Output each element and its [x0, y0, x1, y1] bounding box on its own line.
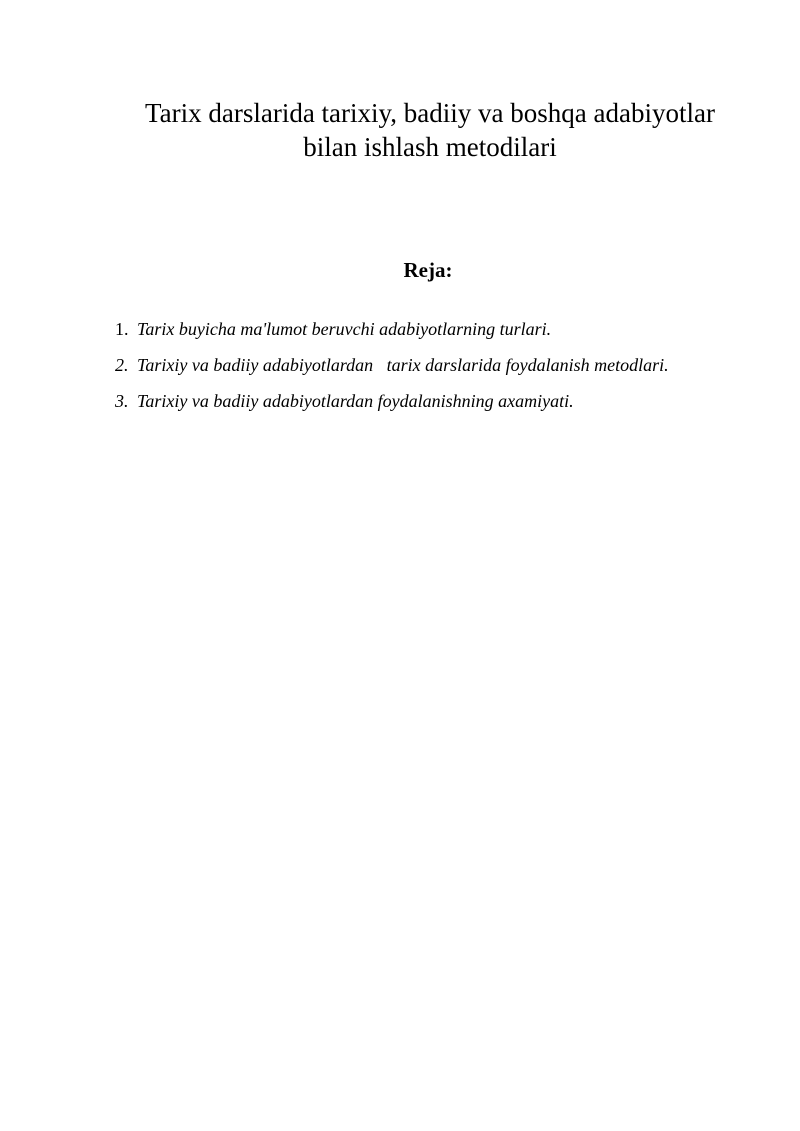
- title-line-2: bilan ishlash metodilari: [303, 132, 557, 163]
- plan-item-text: Tarixiy va badiiy adabiyotlardan foydalanishning axamiyati.: [137, 391, 574, 411]
- plan-item-number: 3.: [115, 391, 129, 411]
- plan-item: [115, 311, 755, 347]
- plan-item-text: Tarixiy va badiiy adabiyotlardan tarix darslarida foydalanish metodlari.: [137, 355, 669, 375]
- plan-heading: Reja:: [403, 258, 453, 282]
- plan-item-number: 1.: [115, 319, 129, 339]
- plan-list: [115, 311, 755, 419]
- title-line-1: Tarix darslarida tarixiy, badiiy va boshqa adabiyotlar: [145, 98, 715, 129]
- plan-item-text: Tarix buyicha ma'lumot beruvchi adabiyotlarning turlari.: [137, 319, 552, 339]
- document-title: [105, 96, 755, 164]
- plan-item: [115, 383, 755, 419]
- plan-item-number: 2.: [115, 355, 129, 375]
- plan-item: [115, 347, 755, 383]
